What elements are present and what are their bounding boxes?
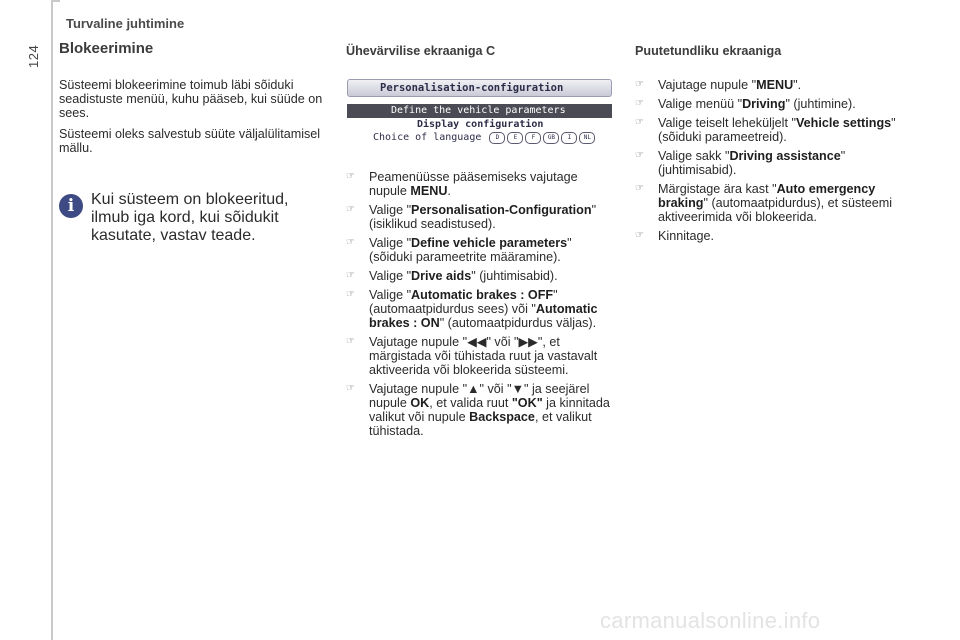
paragraph-1: Süsteemi blokeerimine toimub läbi sõiduki seadistuste menüü, kuhu pääseb, kui süüde on sees. [59,78,323,120]
language-icon-i: I [561,132,577,144]
watermark[interactable]: carmanualsonline.info [600,608,821,633]
steps-monochrome [346,170,618,443]
pointer-icon: ☞ [346,270,355,281]
step-item: ☞ Valige "Drive aids" (juhtimisabid). [346,269,558,283]
screen-menu-item: Display configuration [417,119,544,130]
pointer-icon: ☞ [635,79,644,90]
step-item: ☞ Märgistage ära kast "Auto emergency braking" (automaatpidurdus), et süsteemi aktiveerimida või blokeerida. [635,182,893,224]
language-icon-nl: NL [579,132,595,144]
paragraph-2: Süsteemi oleks salvestub süüte väljalülitamisel mällu. [59,127,321,155]
pointer-icon: ☞ [346,204,355,215]
pointer-icon: ☞ [346,289,355,300]
step-item: ☞ Valige "Define vehicle parameters" (sõiduki parameetrite määramine). [346,236,572,264]
monochrome-screen-illustration [347,79,612,154]
pointer-icon: ☞ [635,150,644,161]
step-item: ☞ Valige "Personalisation-Configuration" (isiklikud seadistused). [346,203,597,231]
pointer-icon: ☞ [346,336,355,347]
column-touch-screen [635,42,907,58]
pointer-icon: ☞ [346,171,355,182]
section-header: Turvaline juhtimine [66,16,185,31]
info-text: Kui süsteem on blokeeritud, ilmub iga kord, kui sõidukit kasutate, vastav teade. [91,191,289,244]
pointer-icon: ☞ [346,383,355,394]
screen-menu-selected: Define the vehicle parameters [347,104,612,118]
screen-title: Personalisation-configuration [347,79,612,97]
steps-touch [635,78,910,248]
step-item: ☞ Valige menüü "Driving" (juhtimine). [635,97,856,111]
page-number: 124 [26,44,41,68]
column-monochrome-screen [346,42,618,58]
step-item: ☞ Kinnitage. [635,229,715,243]
subsection-title: Puutetundliku ekraaniga [635,44,782,58]
column-blokeerimine [59,42,329,162]
info-note [59,191,329,245]
language-icon-e: E [507,132,523,144]
screen-language-row [347,131,612,144]
step-item: ☞ Valige sakk "Driving assistance" (juhtimisabid). [635,149,846,177]
pointer-icon: ☞ [346,237,355,248]
language-icon-f: F [525,132,541,144]
pointer-icon: ☞ [635,98,644,109]
step-item: ☞ Vajutage nupule "MENU". [635,78,802,92]
header-rule [51,0,60,2]
pointer-icon: ☞ [635,117,644,128]
subsection-title: Ühevärvilise ekraaniga C [346,44,496,58]
step-item: ☞ Vajutage nupule "▲" või "▼" ja seejärel nupule OK, et valida ruut "OK" ja kinnitada valikut või nupule Backspace, et valikut tühistada. [346,382,610,438]
margin-rule [51,0,53,640]
screen-language-label: Choice of language [373,132,482,143]
section-title: Blokeerimine [59,40,154,57]
step-item: ☞ Peamenüüsse pääsemiseks vajutage nupule MENU. [346,170,578,198]
pointer-icon: ☞ [635,183,644,194]
step-item: ☞ Valige teiselt leheküljelt "Vehicle settings" (sõiduki parameetreid). [635,116,896,144]
language-icon-gb: GB [543,132,559,144]
step-item: ☞ Valige "Automatic brakes : OFF" (automaatpidurdus sees) või "Automatic brakes : ON" (automaatpidurdus väljas). [346,288,598,330]
step-item: ☞ Vajutage nupule "◀◀" või "▶▶", et märgistada või tühistada ruut ja vastavalt aktiveerida või blokeerida süsteemi. [346,335,598,377]
info-icon: i [59,194,83,218]
language-icon-d: D [489,132,505,144]
pointer-icon: ☞ [635,230,644,241]
